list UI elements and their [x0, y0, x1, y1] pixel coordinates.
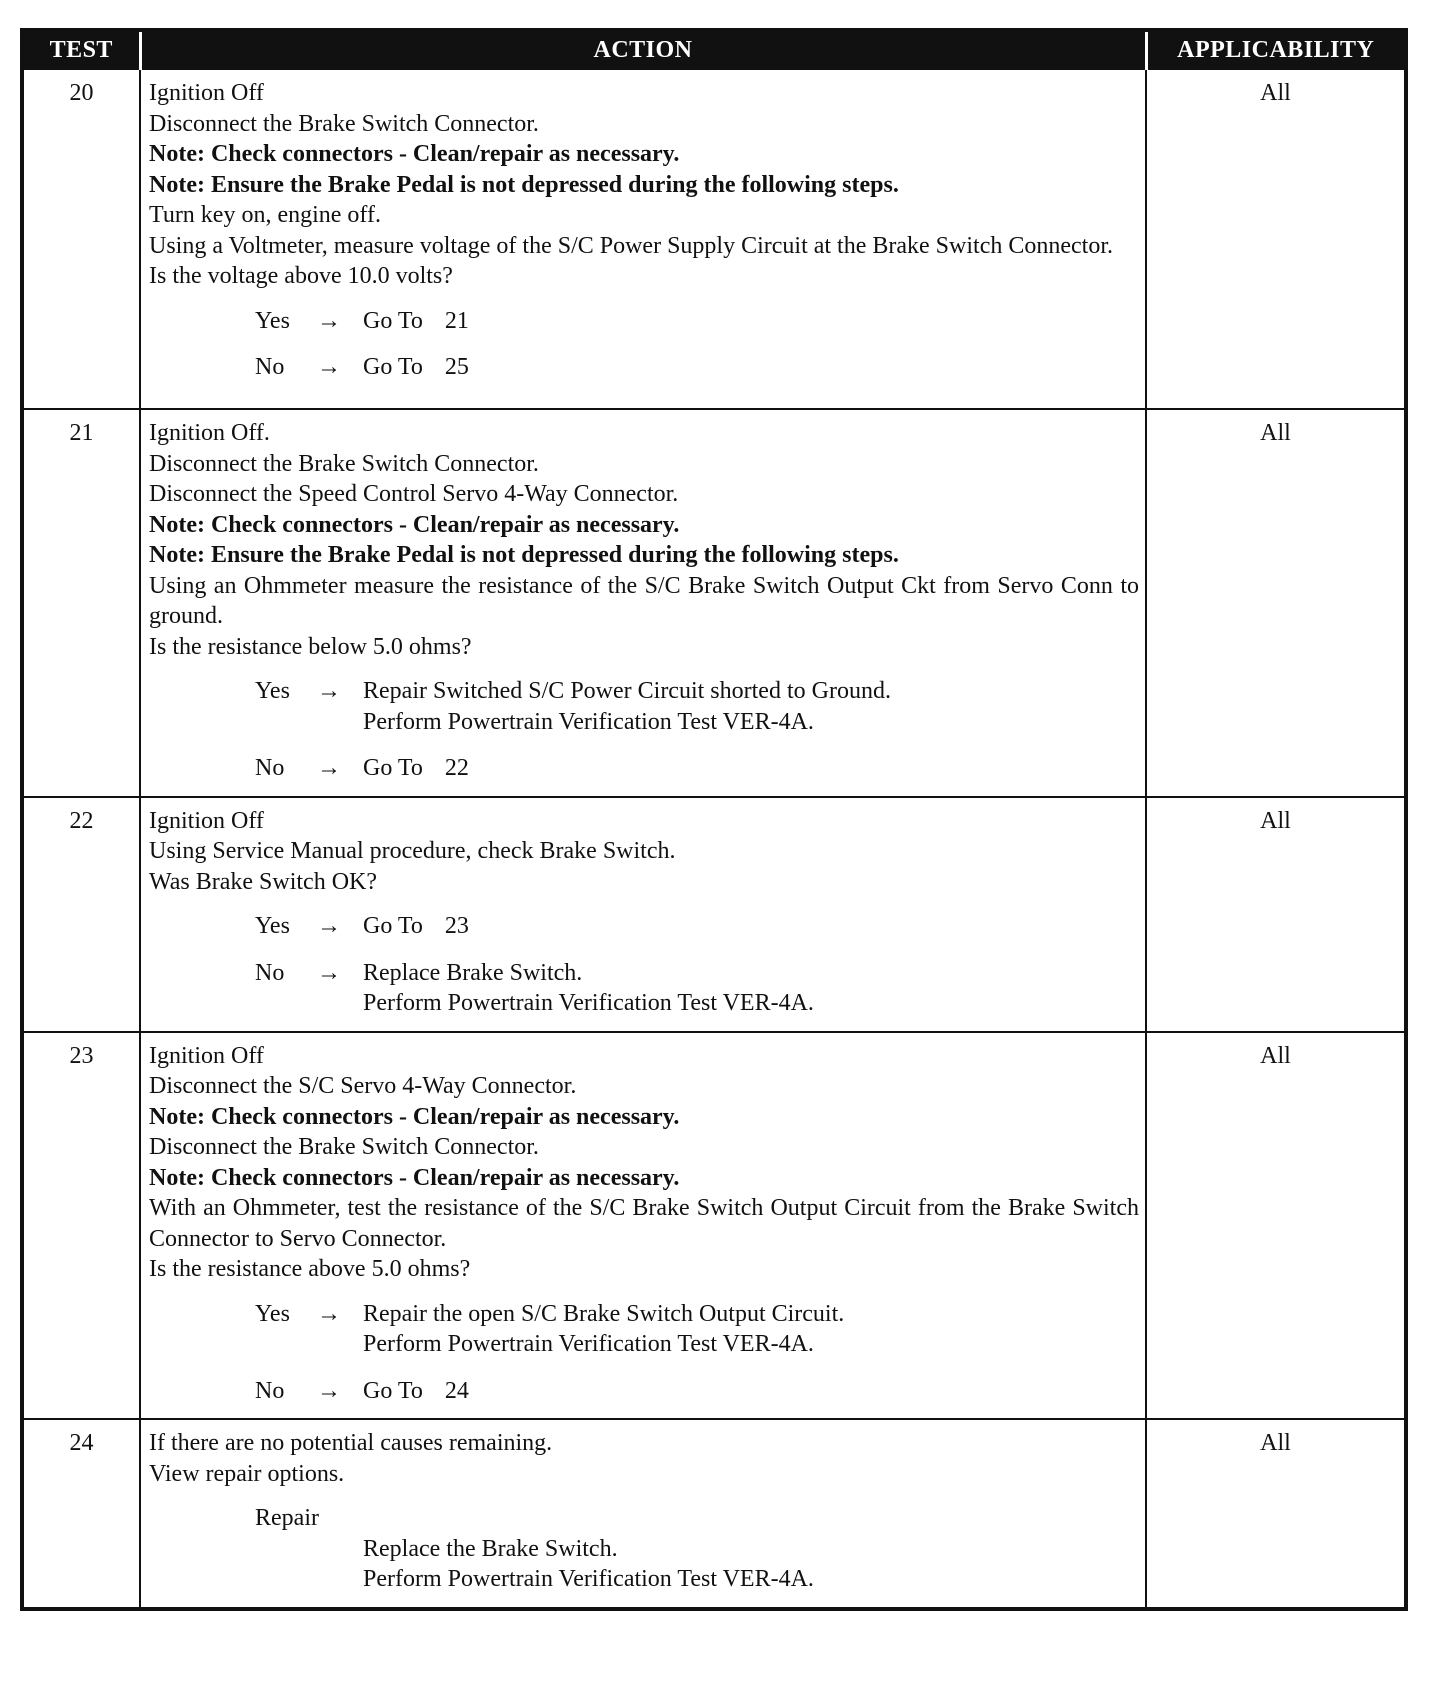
question-line: Is the resistance below 5.0 ohms?	[149, 633, 472, 660]
result-line: Perform Powertrain Verification Test VER-4A.	[363, 990, 814, 1016]
action-line: With an Ohmmeter, test the resistance of the S/C Brake Switch Output Circuit from the Brake Switch Connector to Servo Connector.	[149, 1195, 1139, 1252]
goto-label: Go To	[363, 1377, 423, 1404]
branch-result	[363, 352, 1139, 383]
header-action: ACTION	[140, 30, 1146, 69]
branch-list	[149, 306, 1139, 383]
branch-yes	[255, 911, 1139, 942]
note-line: Note: Ensure the Brake Pedal is not depressed during the following steps.	[149, 542, 899, 568]
arrow-icon: →	[317, 307, 341, 334]
goto-label: Go To	[363, 755, 423, 781]
applicability-cell: All	[1146, 409, 1406, 797]
note-line: Note: Check connectors - Clean/repair as necessary.	[149, 1164, 680, 1191]
repair-step: Replace the Brake Switch.	[363, 1535, 618, 1562]
action-line: Using Service Manual procedure, check Brake Switch.	[149, 838, 676, 864]
branch-result	[363, 306, 1139, 337]
test-number: 22	[22, 797, 140, 1032]
branch-answer: Yes	[255, 307, 290, 334]
branch-no	[255, 753, 1139, 784]
action-line: Ignition Off	[149, 807, 264, 834]
action-line: Disconnect the Brake Switch Connector.	[149, 450, 539, 477]
branch-answer: No	[255, 354, 285, 380]
test-row-22	[22, 797, 1406, 1032]
branch-yes	[255, 676, 1139, 737]
branch-yes	[255, 306, 1139, 337]
header-test: TEST	[22, 30, 140, 69]
applicability-cell: All	[1146, 797, 1406, 1032]
result-line: Perform Powertrain Verification Test VER-4A.	[363, 1331, 814, 1357]
test-row-24	[22, 1419, 1406, 1609]
repair-steps	[363, 1534, 1139, 1599]
branch-answer: Yes	[255, 913, 290, 939]
goto-label: Go To	[363, 307, 423, 334]
goto-target: 22	[444, 755, 469, 781]
branch-list	[149, 1299, 1139, 1407]
header-applicability: APPLICABILITY	[1146, 30, 1406, 69]
action-line: Using an Ohmmeter measure the resistance of the S/C Brake Switch Output Ckt from Servo Conn to ground.	[149, 572, 1139, 629]
action-cell	[140, 1419, 1146, 1609]
repair-label: Repair	[255, 1505, 319, 1531]
goto-target: 24	[444, 1377, 469, 1404]
branch-answer: Yes	[255, 678, 290, 704]
repair-step: Perform Powertrain Verification Test VER-4A.	[363, 1566, 814, 1592]
diagnostic-table	[20, 28, 1408, 1611]
action-line: Disconnect the Speed Control Servo 4-Way Connector.	[149, 481, 679, 507]
result-line: Repair the open S/C Brake Switch Output Circuit.	[363, 1300, 845, 1327]
branch-no	[255, 958, 1139, 1019]
table-header-row	[22, 30, 1406, 69]
branch-result	[363, 1376, 1139, 1407]
branch-list	[149, 911, 1139, 1019]
branch-result	[363, 958, 1139, 1019]
branch-result	[363, 911, 1139, 942]
branch-answer: Yes	[255, 1300, 290, 1327]
diagnostic-sheet	[20, 28, 1404, 1611]
note-line: Note: Check connectors - Clean/repair as necessary.	[149, 511, 680, 538]
question-line: Was Brake Switch OK?	[149, 868, 378, 895]
goto-target: 25	[444, 354, 469, 380]
arrow-icon: →	[317, 1377, 341, 1404]
action-line: View repair options.	[149, 1460, 345, 1487]
arrow-icon: →	[317, 959, 341, 986]
action-line: Turn key on, engine off.	[149, 202, 381, 228]
action-cell	[140, 1032, 1146, 1420]
branch-result	[363, 753, 1139, 784]
goto-target: 23	[444, 913, 469, 939]
branch-no	[255, 1376, 1139, 1407]
test-number: 20	[22, 69, 140, 409]
action-cell	[140, 409, 1146, 797]
result-line: Perform Powertrain Verification Test VER-4A.	[363, 708, 814, 735]
result-line: Repair Switched S/C Power Circuit shorted to Ground.	[363, 678, 891, 704]
question-line: Is the voltage above 10.0 volts?	[149, 263, 453, 289]
arrow-icon: →	[317, 354, 341, 380]
arrow-icon: →	[317, 913, 341, 939]
result-line: Replace Brake Switch.	[363, 959, 583, 986]
branch-list	[149, 676, 1139, 784]
note-line: Note: Ensure the Brake Pedal is not depressed during the following steps.	[149, 171, 899, 198]
action-line: If there are no potential causes remaining.	[149, 1430, 553, 1456]
action-line: Using a Voltmeter, measure voltage of the S/C Power Supply Circuit at the Brake Switch Connector.	[149, 232, 1113, 259]
applicability-cell: All	[1146, 1032, 1406, 1420]
branch-answer: No	[255, 1377, 285, 1404]
note-line: Note: Check connectors - Clean/repair as necessary.	[149, 141, 680, 167]
branch-answer: No	[255, 755, 285, 781]
applicability-cell: All	[1146, 1419, 1406, 1609]
test-row-20	[22, 69, 1406, 409]
action-line: Disconnect the Brake Switch Connector.	[149, 1134, 539, 1160]
action-line: Disconnect the Brake Switch Connector.	[149, 110, 539, 137]
test-row-21	[22, 409, 1406, 797]
arrow-icon: →	[317, 1300, 341, 1327]
goto-label: Go To	[363, 913, 423, 939]
action-cell	[140, 69, 1146, 409]
arrow-icon: →	[317, 678, 341, 704]
branch-result	[363, 676, 1139, 737]
action-line: Disconnect the S/C Servo 4-Way Connector.	[149, 1073, 577, 1099]
action-line: Ignition Off.	[149, 420, 270, 446]
action-cell	[140, 797, 1146, 1032]
goto-target: 21	[444, 307, 469, 334]
action-line: Ignition Off	[149, 80, 264, 106]
test-number: 24	[22, 1419, 140, 1609]
goto-label: Go To	[363, 354, 423, 380]
applicability-cell: All	[1146, 69, 1406, 409]
branch-result	[363, 1299, 1139, 1360]
action-line: Ignition Off	[149, 1042, 264, 1069]
branch-no	[255, 352, 1139, 383]
branch-yes	[255, 1299, 1139, 1360]
note-line: Note: Check connectors - Clean/repair as necessary.	[149, 1103, 680, 1130]
test-number: 21	[22, 409, 140, 797]
question-line: Is the resistance above 5.0 ohms?	[149, 1256, 471, 1282]
test-number: 23	[22, 1032, 140, 1420]
arrow-icon: →	[317, 755, 341, 781]
branch-answer: No	[255, 959, 285, 986]
test-row-23	[22, 1032, 1406, 1420]
